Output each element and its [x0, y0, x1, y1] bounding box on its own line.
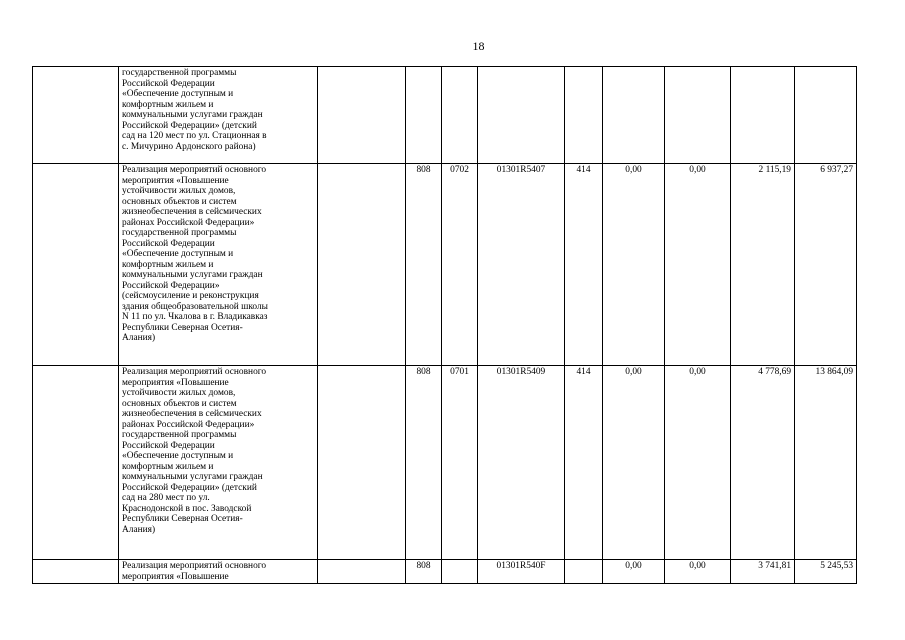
table-row: [33, 366, 857, 560]
blank-cell: [318, 67, 406, 164]
page-number: 18: [472, 39, 485, 53]
blank-cell: [318, 560, 406, 584]
description-cell: Реализация мероприятий основного мероприятия «Повышение: [119, 560, 318, 584]
amount-cell-4: [795, 67, 857, 164]
section-code-cell: [442, 560, 478, 584]
target-article-cell: [478, 67, 565, 164]
amount-cell-1: 0,00: [603, 560, 665, 584]
amount-cell-3: 4 778,69: [731, 366, 795, 560]
amount-cell-2: 0,00: [665, 366, 731, 560]
amount-cell-2: 0,00: [665, 164, 731, 366]
section-code-cell: [442, 67, 478, 164]
amount-cell-2: [665, 67, 731, 164]
amount-cell-4: 6 937,27: [795, 164, 857, 366]
table-row: [33, 164, 857, 366]
description-cell: государственной программы Российской Федерации «Обеспечение доступным и комфортным жильем и коммунальными услугами граждан Российской Федерации» (детский сад на 120 мест по ул. Стационная в с. Мичурино Ардонского района): [119, 67, 318, 164]
expense-type-cell: 414: [565, 366, 603, 560]
ministry-code-cell: 808: [406, 560, 442, 584]
table-row: [33, 560, 857, 584]
target-article-cell: 01301R5409: [478, 366, 565, 560]
expense-type-cell: [565, 67, 603, 164]
amount-cell-1: [603, 67, 665, 164]
row-number-cell: [33, 560, 119, 584]
amount-cell-1: 0,00: [603, 366, 665, 560]
section-code-cell: 0702: [442, 164, 478, 366]
amount-cell-2: 0,00: [665, 560, 731, 584]
budget-table: [32, 66, 857, 584]
amount-cell-3: 2 115,19: [731, 164, 795, 366]
amount-cell-1: 0,00: [603, 164, 665, 366]
ministry-code-cell: [406, 67, 442, 164]
description-cell: Реализация мероприятий основного мероприятия «Повышение устойчивости жилых домов, основных объектов и систем жизнеобеспечения в сейсмических районах Российской Федерации» государственной программы Российской Федерации «Обеспечение доступным и комфортным жильем и коммунальными услугами граждан Российской Федерации» (сейсмоусиление и реконструкция здания общеобразовательной школы N 11 по ул. Чкалова в г. Владикавказ Республики Северная Осетия- Алания): [119, 164, 318, 366]
row-number-cell: [33, 366, 119, 560]
amount-cell-3: [731, 67, 795, 164]
expense-type-cell: 414: [565, 164, 603, 366]
row-number-cell: [33, 67, 119, 164]
section-code-cell: 0701: [442, 366, 478, 560]
target-article-cell: 01301R5407: [478, 164, 565, 366]
blank-cell: [318, 164, 406, 366]
ministry-code-cell: 808: [406, 164, 442, 366]
target-article-cell: 01301R540F: [478, 560, 565, 584]
amount-cell-4: 5 245,53: [795, 560, 857, 584]
blank-cell: [318, 366, 406, 560]
description-cell: Реализация мероприятий основного мероприятия «Повышение устойчивости жилых домов, основных объектов и систем жизнеобеспечения в сейсмических районах Российской Федерации» государственной программы Российской Федерации «Обеспечение доступным и комфортным жильем и коммунальными услугами граждан Российской Федерации» (детский сад на 280 мест по ул. Краснодонской в пос. Заводской Республики Северная Осетия- Алания): [119, 366, 318, 560]
ministry-code-cell: 808: [406, 366, 442, 560]
row-number-cell: [33, 164, 119, 366]
amount-cell-4: 13 864,09: [795, 366, 857, 560]
amount-cell-3: 3 741,81: [731, 560, 795, 584]
table-row: [33, 67, 857, 164]
expense-type-cell: [565, 560, 603, 584]
